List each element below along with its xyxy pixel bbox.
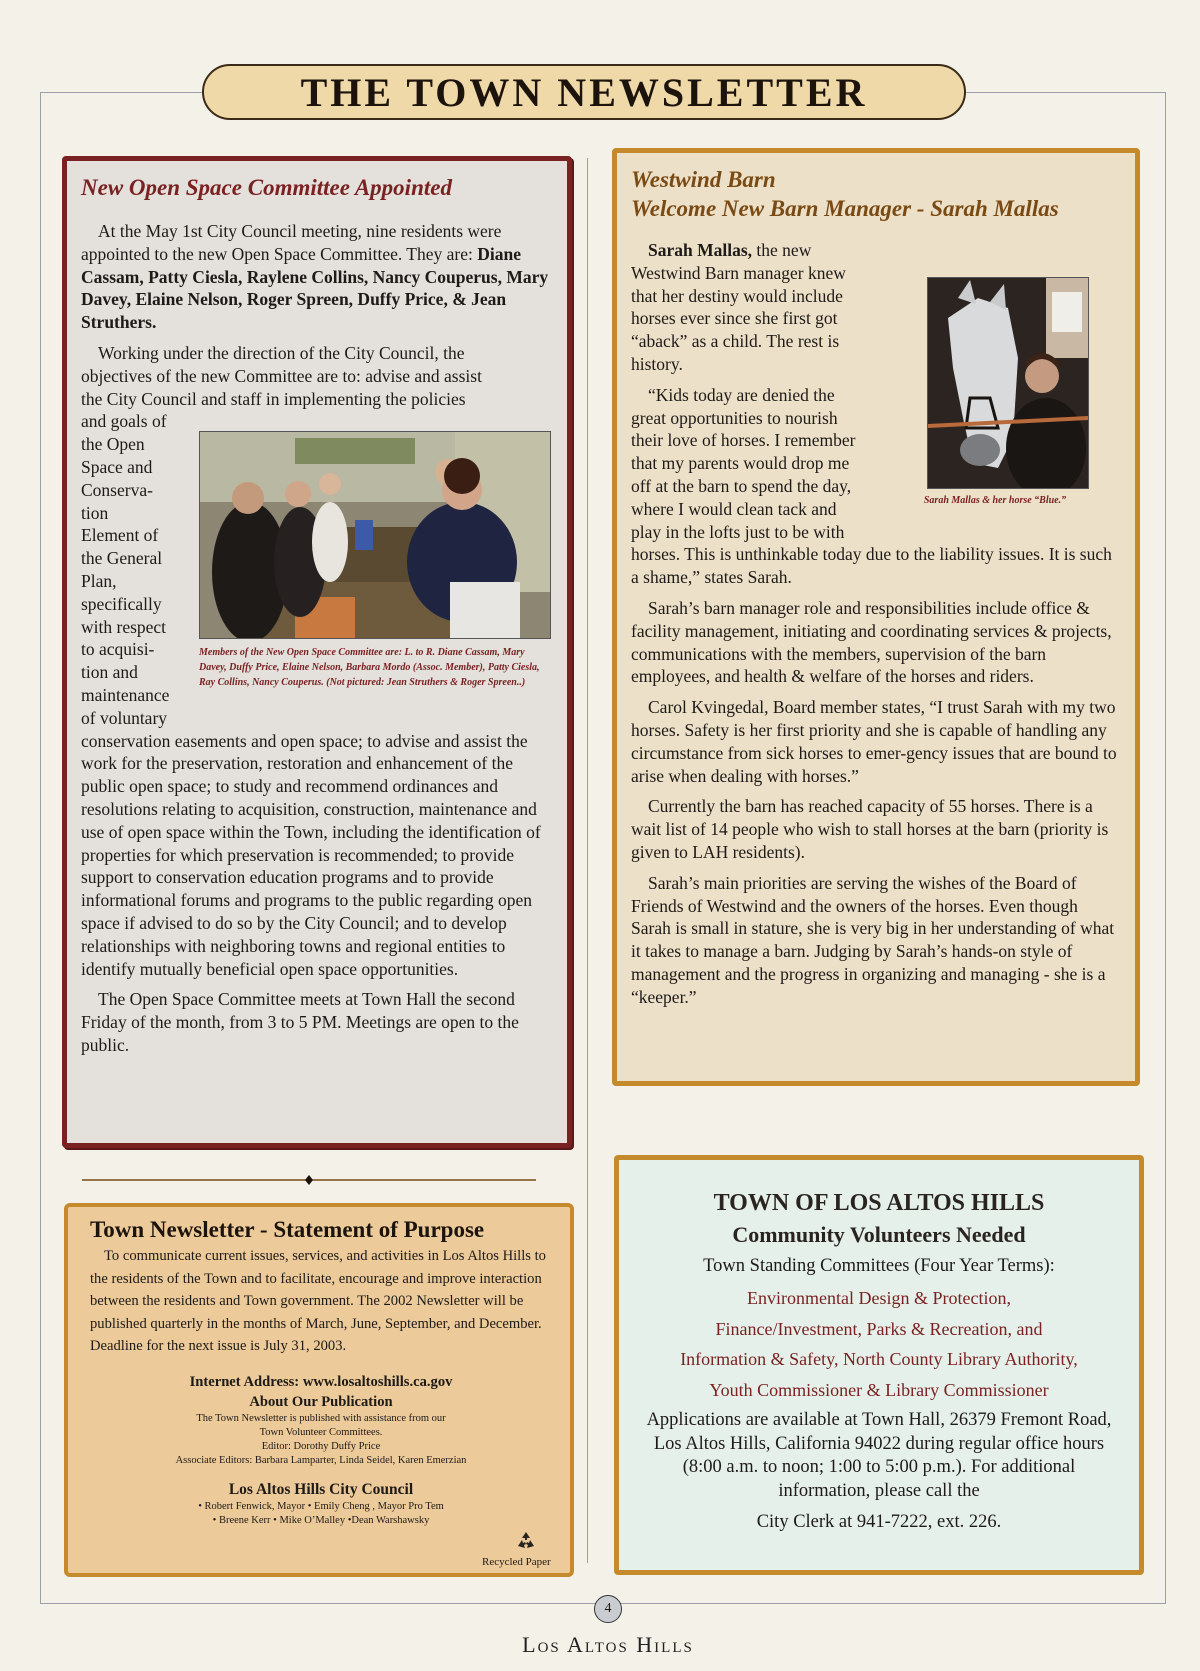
open-space-article <box>62 156 572 1148</box>
board-quote-paragraph: Carol Kvingedal, Board member states, “I trust Sarah with my two horses. Safety is her first priority and she is capable of handling any circumstance from sick horses to emer-gency issues that are bound to arise when dealing with horses.” <box>631 697 1117 786</box>
committee-list-line: Youth Commissioner & Library Commissioner <box>709 1379 1049 1400</box>
barn-photo-caption: Sarah Mallas & her horse “Blue.” <box>923 495 1067 506</box>
paragraph-line: Plan, <box>81 570 117 591</box>
paragraph-line: “Kids today are denied the <box>648 384 835 405</box>
volunteers-title: TOWN OF LOS ALTOS HILLS <box>713 1190 1045 1216</box>
paragraph-line: of voluntary <box>81 707 168 728</box>
community-volunteers-box <box>614 1155 1144 1575</box>
committee-list-line: Environmental Design & Protection, <box>747 1288 1011 1308</box>
appointee-names: Diane Cassam, Patty Ciesla, Raylene Collins, Nancy Couperus, Mary Davey, Elaine Nelson, Roger Spreen, Duffy Price, & Jean Struthers. <box>81 243 549 333</box>
priorities-paragraph: Sarah’s main priorities are serving the wishes of the Board of Friends of Westwind and the owners of the horses. Even though Sarah is small in stature, she is very big in her understanding of what it takes to manage a barn. Judging by Sarah’s hands-on style of management and the progress in organizing and managing - she is a “keeper.” <box>631 872 1115 1007</box>
capacity-paragraph: Currently the barn has reached capacity of 55 horses. There is a wait list of 14 people who wish to stall horses at the barn (priority is given to LAH residents). <box>631 796 1109 862</box>
paragraph-line <box>631 239 1121 262</box>
committees-heading: Town Standing Committees (Four Year Terms): <box>703 1256 1055 1276</box>
article-title: Westwind Barn <box>631 167 776 192</box>
paragraph-line: “aback” as a child. The rest is <box>631 331 840 352</box>
about-title: About Our Publication <box>249 1393 393 1410</box>
associate-editors-line: Associate Editors: Barbara Lamparter, Linda Seidel, Karen Emerzian <box>175 1454 467 1466</box>
paragraph-line: tion <box>81 502 109 523</box>
barn-manager-photo <box>927 277 1089 489</box>
council-title: Los Altos Hills City Council <box>228 1480 414 1498</box>
paragraph-line: maintenance <box>81 684 170 705</box>
paragraph-line: specifically <box>81 593 162 614</box>
city-clerk-contact: City Clerk at 941-7222, ext. 226. <box>756 1512 1002 1532</box>
article-subtitle: Welcome New Barn Manager - Sarah Mallas <box>631 196 1059 221</box>
paragraph-line: Space and <box>81 456 153 477</box>
paragraph-line: Conserva- <box>81 479 153 500</box>
about-line: The Town Newsletter is published with assistance from our <box>196 1412 446 1424</box>
paragraph-line: the City Council and staff in implementing the policies <box>81 388 466 409</box>
paragraph-line: horses ever since she first got <box>631 308 838 329</box>
paragraph-text: At the May 1st City Council meeting, nine residents were appointed to the new Open Space Committee. They are: <box>81 221 502 264</box>
paragraph-line: their love of horses. I remember <box>631 430 856 451</box>
westwind-barn-article <box>612 148 1140 1086</box>
recycled-paper-label: Recycled Paper <box>482 1556 551 1568</box>
paragraph-line: with respect <box>81 616 167 637</box>
manager-name: Sarah Mallas, <box>648 240 753 260</box>
paragraph-text: conservation easements and open space; to advise and assist the work for the preservation, restoration and enhancement of the public open space; to study and recommend ordinances and resolutions relating to acquisition, construction, maintenance and use of open space within the Town, including the identification of properties for which preservation is recommended; to provide support to conservation education programs and to provide informational forums and programs to the public regarding open space if advised to do so by the City Council; and to develop relationships with neighboring towns and regional entities to identify mutually beneficial open space opportunities. <box>81 730 541 979</box>
paragraph-line: and goals of <box>81 411 167 432</box>
statement-of-purpose-box <box>64 1203 574 1577</box>
footer-town-name: Los Altos Hills <box>522 1632 694 1657</box>
wrapped-text-column <box>81 410 201 729</box>
article-paragraph <box>81 220 551 334</box>
article-title: New Open Space Committee Appointed <box>81 175 452 200</box>
ornament-divider <box>82 1175 536 1185</box>
purpose-text: To communicate current issues, services, and activities in Los Altos Hills to the residents of the Town and to facilitate, encourage and improve interaction between the residents and Town government. The 2002 Newsletter will be published quarterly in the months of March, June, September, and December. Deadline for the next issue is July 31, 2003. <box>90 1248 546 1355</box>
paragraph-line: the General <box>81 548 163 569</box>
responsibilities-paragraph: Sarah’s barn manager role and responsibilities include office & facility management, initiating and coordinating services & projects, communications with the members, supervision of the barn employees, and health & welfare of the horses and riders. <box>631 597 1112 687</box>
paragraph-line: play in the lofts just to be with <box>631 521 845 542</box>
paragraph-line: that her destiny would include <box>631 285 843 306</box>
paragraph-line: off at the barn to spend the day, <box>631 475 852 496</box>
committee-photo <box>199 431 551 639</box>
paragraph-line: where I would clean tack and <box>631 498 837 519</box>
paragraph-line: objectives of the new Committee are to: advise and assist <box>81 365 482 386</box>
page-number: 4 <box>594 1595 622 1623</box>
paragraph-text: the new <box>752 240 812 260</box>
paragraph-line: the Open <box>81 434 145 455</box>
paragraph-line: to acquisi- <box>81 639 155 660</box>
paragraph-text: horses. This is unthinkable today due to the liability issues. It is such a shame,” states Sarah. <box>631 544 1112 588</box>
purpose-title: Town Newsletter - Statement of Purpose <box>90 1217 485 1242</box>
about-line: Town Volunteer Committees. <box>259 1426 383 1438</box>
recycle-icon <box>514 1529 538 1553</box>
banner-title: THE TOWN NEWSLETTER <box>300 69 868 115</box>
committee-list-line: Finance/Investment, Parks & Recreation, and <box>715 1318 1043 1339</box>
paragraph-line: Working under the direction of the City Council, the <box>98 342 465 363</box>
council-members-line: • Robert Fenwick, Mayor • Emily Cheng , Mayor Pro Tem <box>198 1500 444 1512</box>
committee-list <box>641 1283 1117 1405</box>
volunteers-subtitle: Community Volunteers Needed <box>732 1222 1026 1247</box>
applications-text: Applications are available at Town Hall, 26379 Fremont Road, Los Altos Hills, California 94022 during regular office hours (8:00 a.m. to noon; 1:00 to 5:00 p.m.). For additional information, please call the <box>646 1410 1112 1501</box>
council-members-line: • Breene Kerr • Mike O’Malley •Dean Warshawsky <box>212 1514 430 1526</box>
paragraph-line: that my parents would drop me <box>631 453 850 474</box>
paragraph-line: Element of <box>81 525 159 546</box>
meeting-paragraph: The Open Space Committee meets at Town Hall the second Friday of the month, from 3 to 5 PM. Meetings are open to the public. <box>81 989 519 1055</box>
committee-photo-caption: Members of the New Open Space Committee are: L. to R. Diane Cassam, Mary Davey, Duffy Price, Elaine Nelson, Barbara Mordo (Assoc. Member), Patty Ciesla, Ray Collins, Nancy Couperus. (Not pictured: Jean Struthers & Roger Spreen..) <box>199 647 540 688</box>
newsletter-banner <box>202 64 966 120</box>
paragraph-line: history. <box>631 353 683 374</box>
paragraph-line: Westwind Barn manager knew <box>631 262 846 283</box>
column-divider <box>587 158 588 1563</box>
internet-address: Internet Address: www.losaltoshills.ca.gov <box>189 1373 453 1390</box>
editor-line: Editor: Dorothy Duffy Price <box>261 1440 381 1452</box>
paragraph-line: great opportunities to nourish <box>631 407 838 428</box>
committee-list-line: Information & Safety, North County Library Authority, <box>680 1349 1078 1369</box>
paragraph-line: tion and <box>81 662 138 683</box>
